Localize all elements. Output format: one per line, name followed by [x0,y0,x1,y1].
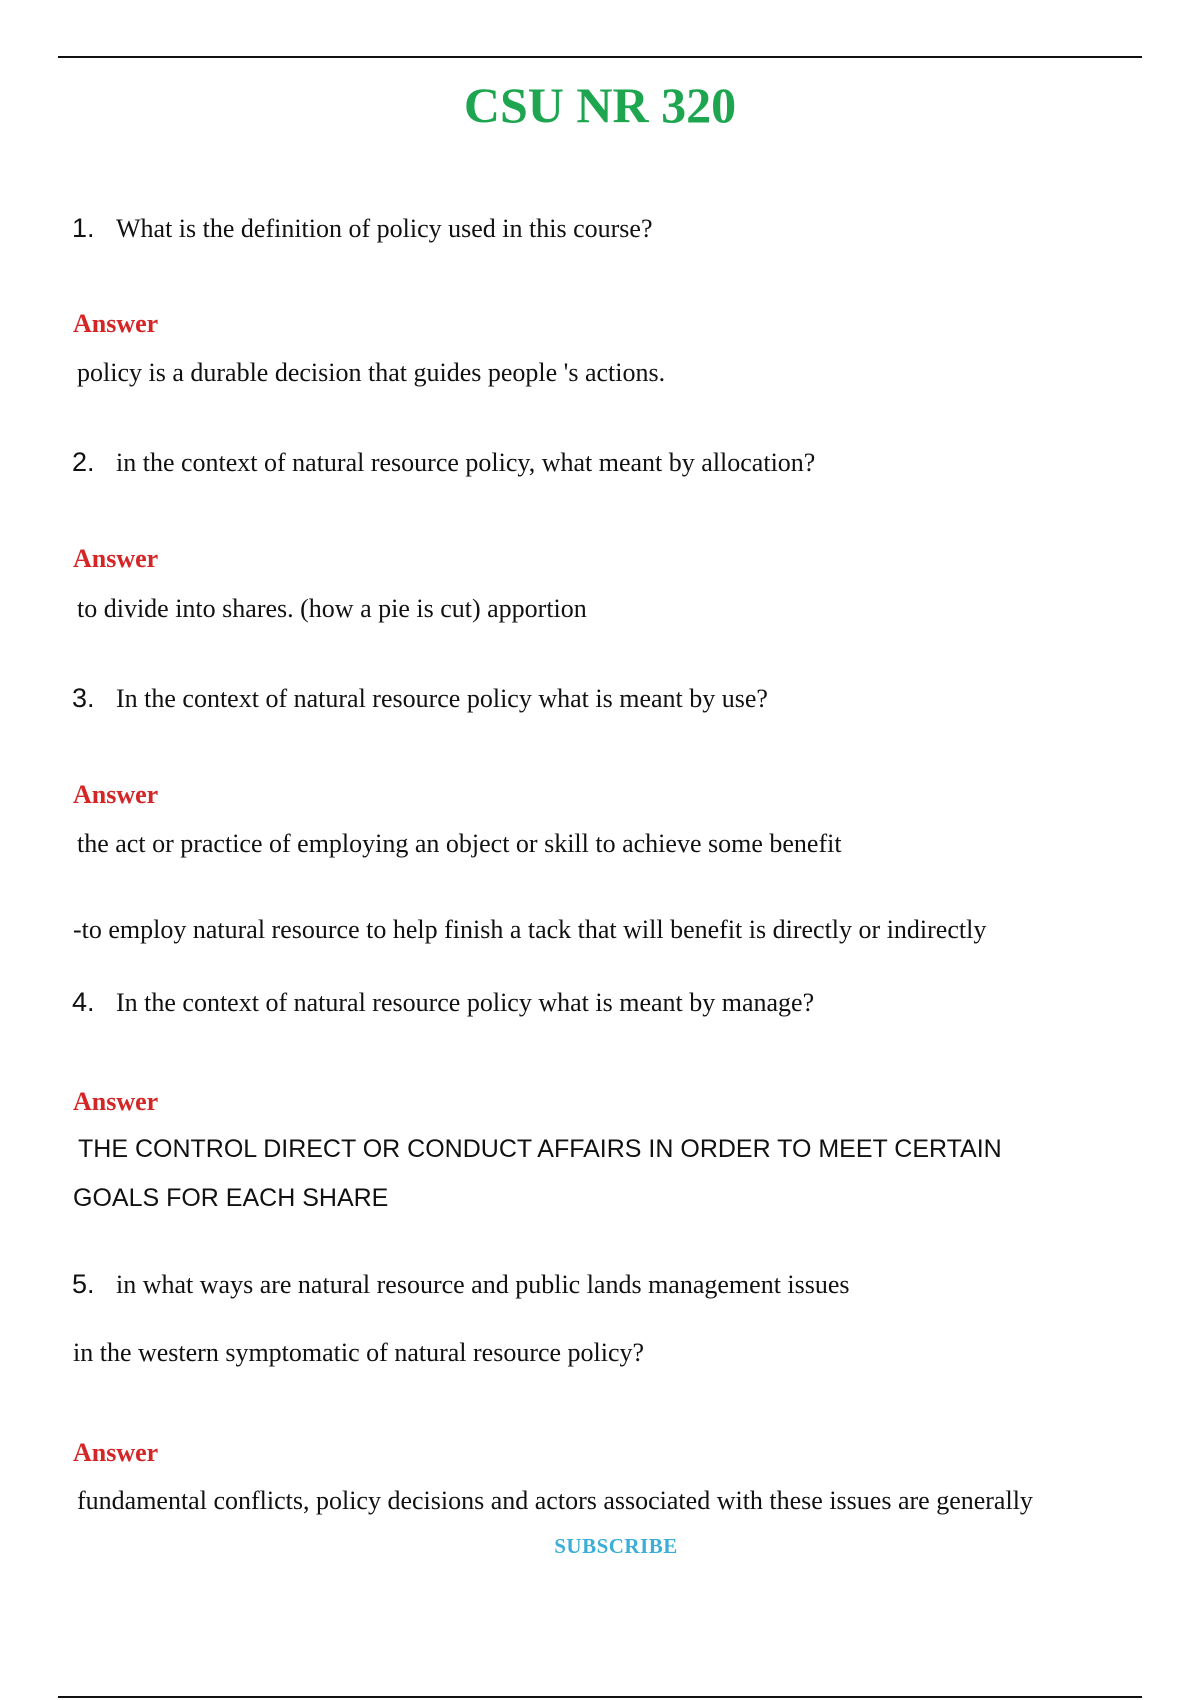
answer-label-5: Answer [73,1438,159,1467]
answer-3: the act or practice of employing an object or skill to achieve some benefit [77,829,842,858]
question-1 [72,211,653,246]
question-3 [72,681,768,716]
bottom-rule [58,1696,1142,1698]
question-5 [72,1267,850,1302]
answer-4 [73,1125,1133,1223]
question-number: 3. [72,683,95,713]
top-rule [58,56,1142,58]
question-number: 4. [72,987,95,1017]
question-number: 1. [72,213,95,243]
answer-5: fundamental conflicts, policy decisions and actors associated with these issues are generally [77,1486,1033,1515]
question-2 [72,445,815,480]
subscribe-link[interactable]: SUBSCRIBE [554,1534,678,1558]
question-number: 2. [72,447,95,477]
answer-4-line-2: GOALS FOR EACH SHARE [73,1184,389,1212]
question-4 [72,985,814,1020]
document-title: CSU NR 320 [463,77,737,133]
answer-label-3: Answer [73,780,159,809]
question-text: In the context of natural resource policy what is meant by manage? [116,988,815,1017]
answer-label-1: Answer [73,309,159,338]
answer-3-extra: -to employ natural resource to help finish a tack that will benefit is directly or indirectly [73,915,987,944]
question-text: in what ways are natural resource and public lands management issues [116,1270,850,1299]
answer-4-line-1: THE CONTROL DIRECT OR CONDUCT AFFAIRS IN ORDER TO MEET CERTAIN [78,1135,1002,1163]
answer-1: policy is a durable decision that guides people 's actions. [77,358,666,387]
answer-label-2: Answer [73,544,159,573]
answer-label-4: Answer [73,1087,159,1116]
question-text: What is the definition of policy used in this course? [116,214,653,243]
question-text: in the context of natural resource policy, what meant by allocation? [116,448,816,477]
answer-2: to divide into shares. (how a pie is cut) apportion [77,594,587,623]
question-text: In the context of natural resource policy what is meant by use? [116,684,768,713]
question-number: 5. [72,1269,95,1299]
question-5-continued: in the western symptomatic of natural resource policy? [73,1338,645,1367]
